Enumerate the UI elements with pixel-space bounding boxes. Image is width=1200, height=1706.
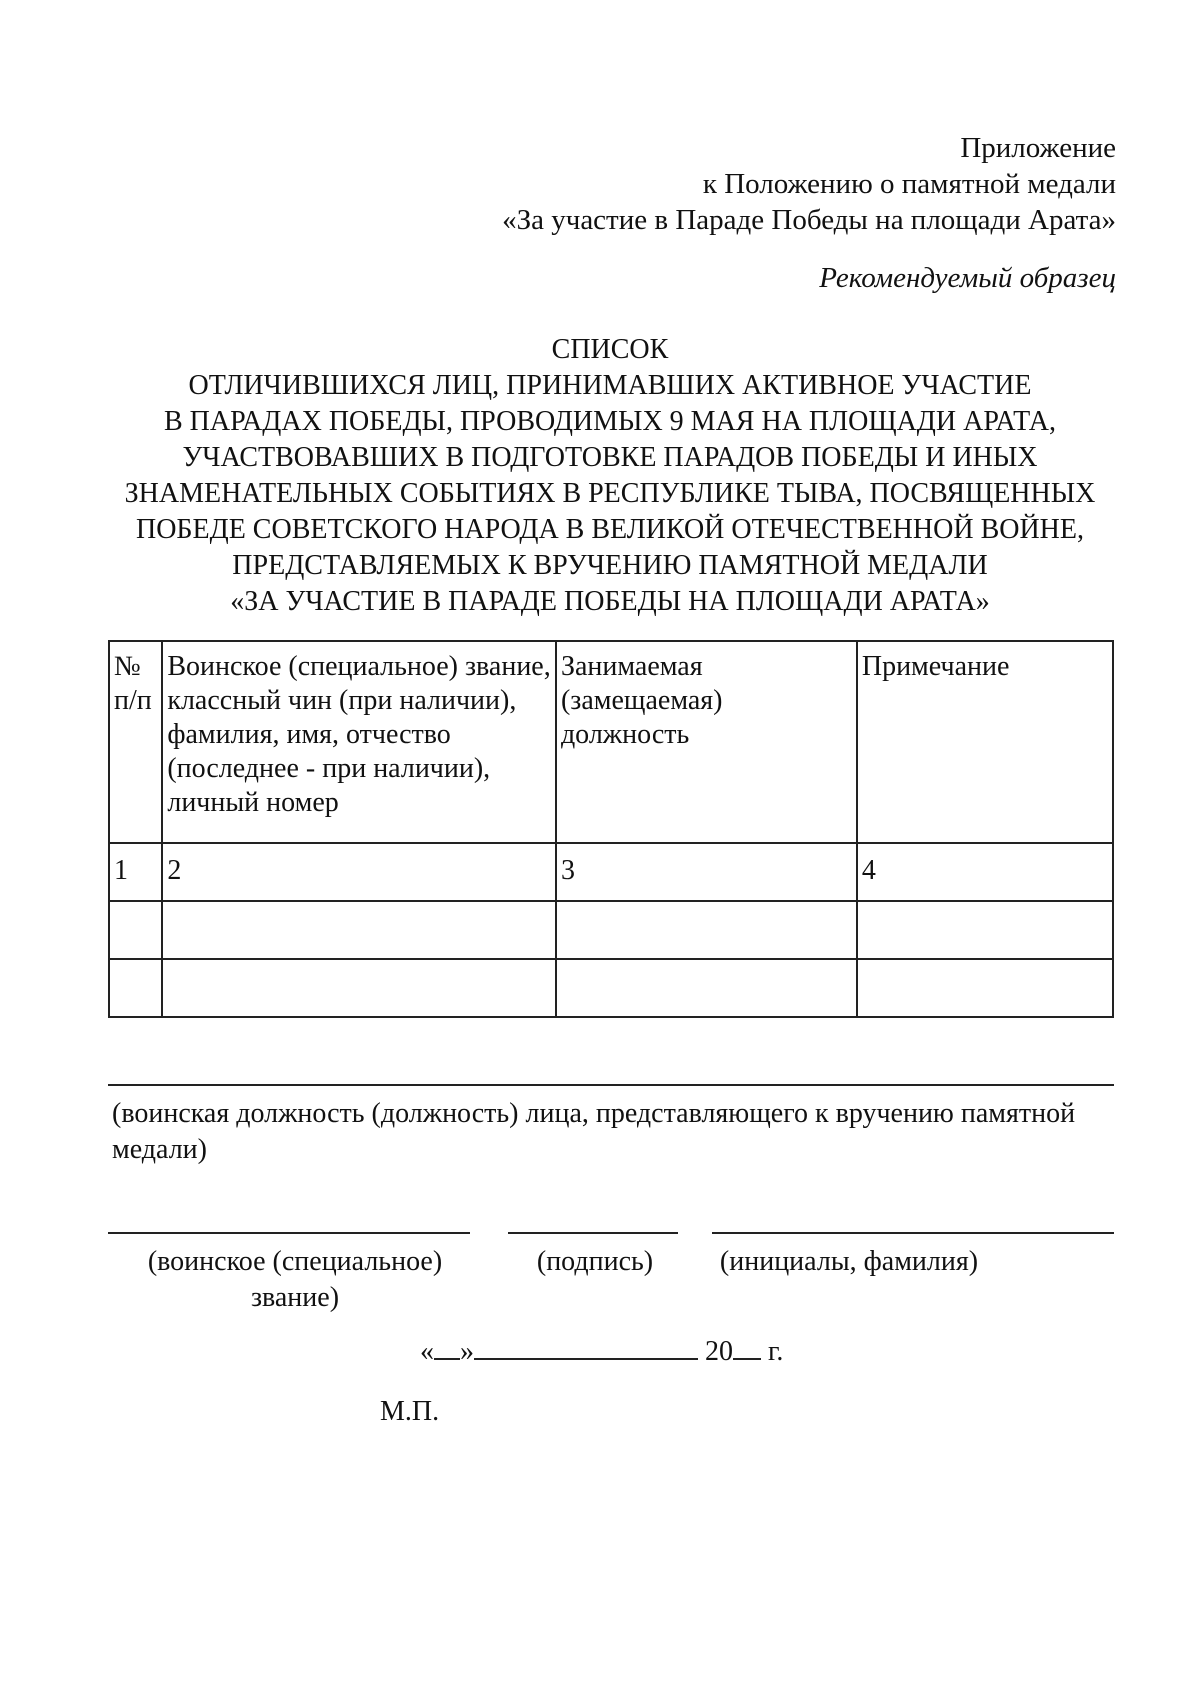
day-blank[interactable] <box>434 1334 460 1360</box>
title-line: ПРЕДСТАВЛЯЕМЫХ К ВРУЧЕНИЮ ПАМЯТНОЙ МЕДАЛИ <box>232 550 988 581</box>
rank-line[interactable] <box>108 1232 470 1234</box>
document-title <box>100 332 1120 620</box>
rank-label <box>130 1244 460 1316</box>
title-line: ЗНАМЕНАТЕЛЬНЫХ СОБЫТИЯХ В РЕСПУБЛИКЕ ТЫВА, ПОСВЯЩЕННЫХ <box>124 478 1096 509</box>
header-note: Примечание <box>857 641 1113 843</box>
signature-line[interactable] <box>508 1232 678 1234</box>
table-column-numbers-row <box>109 843 1113 901</box>
date-field <box>420 1334 783 1368</box>
awardees-table <box>108 640 1114 1018</box>
title-line: СПИСОК <box>551 334 669 365</box>
year-suffix: г. <box>768 1336 784 1367</box>
stamp-place-label: М.П. <box>380 1396 440 1427</box>
appendix-line-2: к Положению о памятной медали <box>702 168 1116 200</box>
table-cell[interactable] <box>556 959 857 1017</box>
position-caption: (воинская должность (должность) лица, представляющего к вручению памятной медали) <box>112 1098 1076 1165</box>
table-cell[interactable] <box>109 959 162 1017</box>
title-line: «ЗА УЧАСТИЕ В ПАРАДЕ ПОБЕДЫ НА ПЛОЩАДИ АРАТА» <box>230 586 990 617</box>
table-cell[interactable] <box>556 901 857 959</box>
table-row <box>109 959 1113 1017</box>
position-line[interactable] <box>108 1084 1114 1086</box>
date-close-quote: » <box>460 1336 474 1367</box>
name-label: (инициалы, фамилия) <box>719 1246 979 1277</box>
signature-label: (подпись) <box>536 1246 654 1277</box>
recommended-sample-label: Рекомендуемый образец <box>819 262 1116 294</box>
date-open-quote: « <box>420 1336 434 1367</box>
title-line: УЧАСТВОВАВШИХ В ПОДГОТОВКЕ ПАРАДОВ ПОБЕДЫ И ИНЫХ <box>182 442 1038 473</box>
column-number: 2 <box>162 843 556 901</box>
table-cell[interactable] <box>162 959 556 1017</box>
table-cell[interactable] <box>857 901 1113 959</box>
column-number: 4 <box>857 843 1113 901</box>
header-number: № п/п <box>109 641 162 843</box>
rank-label-line-1: (воинское (специальное) <box>147 1246 443 1277</box>
month-blank[interactable] <box>474 1334 698 1360</box>
year-prefix: 20 <box>705 1336 733 1367</box>
name-line[interactable] <box>712 1232 1114 1234</box>
title-line: В ПАРАДАХ ПОБЕДЫ, ПРОВОДИМЫХ 9 МАЯ НА ПЛОЩАДИ АРАТА, <box>163 406 1057 437</box>
table-header-row <box>109 641 1113 843</box>
title-line: ОТЛИЧИВШИХСЯ ЛИЦ, ПРИНИМАВШИХ АКТИВНОЕ УЧАСТИЕ <box>188 370 1032 401</box>
table-cell[interactable] <box>109 901 162 959</box>
appendix-block <box>502 130 1116 238</box>
table-row <box>109 901 1113 959</box>
title-line: ПОБЕДЕ СОВЕТСКОГО НАРОДА В ВЕЛИКОЙ ОТЕЧЕСТВЕННОЙ ВОЙНЕ, <box>135 514 1085 545</box>
header-rank-name: Воинское (специальное) звание, классный чин (при наличии), фамилия, имя, отчество (последнее - при наличии), личный номер <box>162 641 556 843</box>
year-blank[interactable] <box>733 1334 761 1360</box>
column-number: 3 <box>556 843 857 901</box>
table-cell[interactable] <box>162 901 556 959</box>
appendix-line-3: «За участие в Параде Победы на площади Арата» <box>502 204 1116 236</box>
rank-label-line-2: звание) <box>250 1282 340 1313</box>
table-cell[interactable] <box>857 959 1113 1017</box>
column-number: 1 <box>109 843 162 901</box>
header-position: Занимаемая (замещаемая) должность <box>556 641 857 843</box>
appendix-line-1: Приложение <box>960 132 1116 164</box>
